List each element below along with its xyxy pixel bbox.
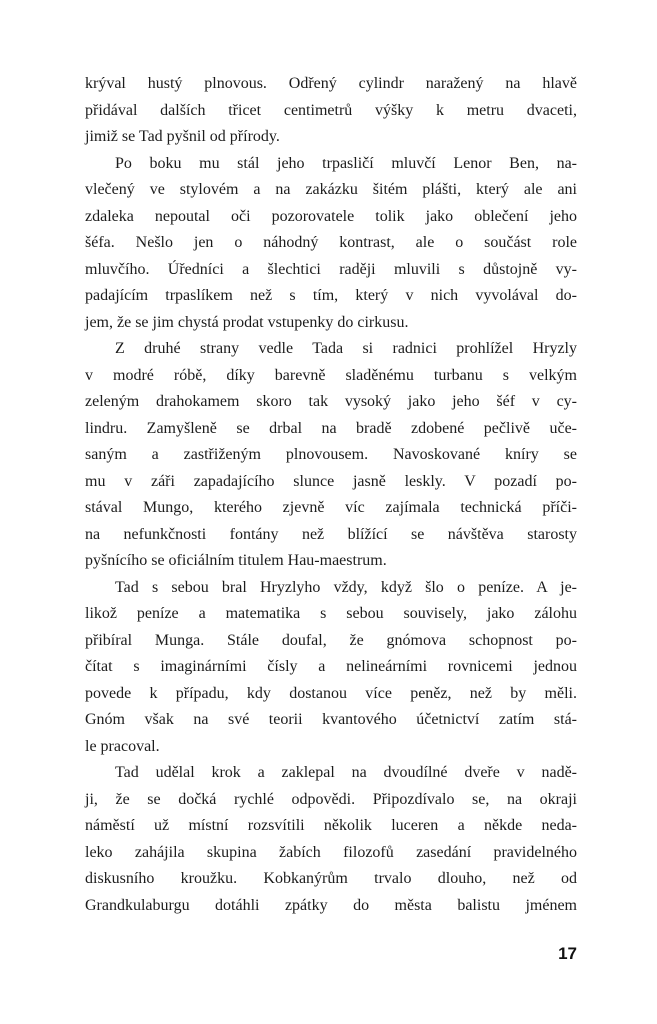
text-line: mu v záři zapadajícího slunce jasně leskly. V pozadí po- (85, 472, 577, 490)
text-line: zdaleka nepoutal oči pozorovatele tolik jako oblečení jeho (85, 207, 577, 225)
paragraph (85, 575, 577, 761)
text-line: krýval hustý plnovous. Odřený cylindr naražený na hlavě (85, 75, 577, 92)
text-line: pyšnícího se oficiálním titulem Hau-maestrum. (85, 552, 387, 569)
body-text (85, 71, 577, 919)
text-line: jem, že se jim chystá prodat vstupenky do cirkusu. (85, 313, 409, 331)
text-line: náměstí už místní rozsvítili několik luceren a někde neda- (85, 817, 577, 834)
text-line: na nefunkčnosti fontány než blížící se návštěva starosty (85, 525, 577, 543)
text-line: Z druhé strany vedle Tada si radnici prohlížel Hryzly (115, 340, 577, 357)
page-number: 17 (558, 944, 577, 963)
text-line: likož peníze a matematika s sebou souvisely, jako zálohu (85, 605, 577, 622)
paragraph (85, 71, 577, 151)
text-line: v modré róbě, díky barevně sladěnému turbanu s velkým (85, 366, 577, 384)
paragraph (85, 336, 577, 575)
text-line: zeleným drahokamem skoro tak vysoký jako jeho šéf v cy- (85, 393, 577, 410)
text-line: Gnóm však na své teorii kvantového účetnictví zatím stá- (85, 711, 577, 728)
text-line: Tad s sebou bral Hryzlyho vždy, když šlo o peníze. A je- (115, 578, 577, 596)
text-line: leko zahájila skupina žabích filozofů zasedání pravidelného (85, 843, 577, 861)
text-line: diskusního kroužku. Kobkanýrům trvalo dlouho, než od (85, 870, 577, 887)
text-line: Grandkulaburgu dotáhli zpátky do města balistu jménem (85, 896, 577, 914)
text-line: povede k případu, kdy dostanou více peněz, než by měli. (85, 684, 577, 702)
text-line: přibíral Munga. Stále doufal, že gnómova schopnost po- (85, 631, 577, 649)
text-line: saným a zastřiženým plnovousem. Navoskované kníry se (85, 446, 577, 463)
text-line: přidával dalších třicet centimetrů výšky k metru dvaceti, (85, 101, 577, 119)
text-line: lindru. Zamyšleně se drbal na bradě zdobené pečlivě uče- (85, 419, 577, 437)
paragraph (85, 151, 577, 337)
text-line: šéfa. Nešlo jen o náhodný kontrast, ale o součást role (85, 234, 577, 251)
text-line: čítat s imaginárními čísly a nelineárními rovnicemi jednou (85, 658, 577, 675)
text-line: le pracoval. (85, 737, 160, 755)
text-line: Po boku mu stál jeho trpasličí mluvčí Lenor Ben, na- (115, 154, 577, 172)
text-line: stával Mungo, kterého zjevně víc zajímala technická příči- (85, 499, 577, 516)
text-line: padajícím trpaslíkem než s tím, který v nich vyvolával do- (85, 287, 577, 304)
text-line: ji, že se dočká rychlé odpovědi. Připozdívalo se, na okraji (85, 790, 577, 808)
text-line: Tad udělal krok a zaklepal na dvoudílné dveře v nadě- (115, 764, 577, 781)
paragraph (85, 760, 577, 919)
text-line: jimiž se Tad pyšnil od přírody. (85, 128, 280, 145)
text-line: vlečený ve stylovém a na zakázku šitém plášti, který ale ani (85, 181, 577, 198)
text-line: mluvčího. Úředníci a šlechtici raději mluvili s důstojně vy- (85, 260, 577, 278)
